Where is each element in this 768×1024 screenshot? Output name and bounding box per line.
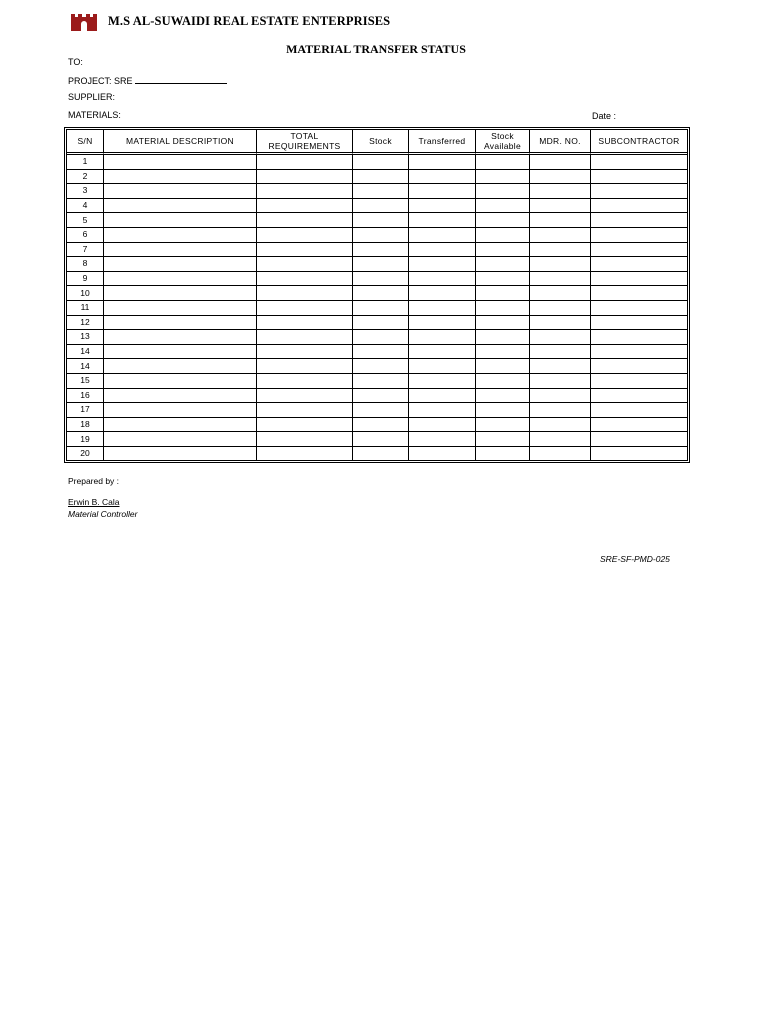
table-row — [67, 432, 687, 447]
table-cell — [530, 184, 591, 199]
table-cell — [257, 316, 353, 331]
table-row — [67, 316, 687, 331]
table-cell — [104, 243, 257, 258]
table-cell — [353, 199, 409, 214]
column-header: MDR. NO. — [530, 130, 591, 155]
table-row — [67, 286, 687, 301]
table-cell — [257, 170, 353, 185]
serial-number-cell: 10 — [67, 286, 104, 301]
serial-number-cell: 1 — [67, 155, 104, 170]
table-cell — [476, 330, 530, 345]
table-cell — [257, 272, 353, 287]
table-cell — [409, 184, 476, 199]
table-cell — [257, 374, 353, 389]
table-cell — [476, 359, 530, 374]
serial-number-cell: 3 — [67, 184, 104, 199]
table-body — [67, 155, 687, 460]
serial-number-cell: 14 — [67, 359, 104, 374]
table-cell — [409, 199, 476, 214]
table-cell — [353, 374, 409, 389]
table-cell — [530, 257, 591, 272]
table-cell — [476, 199, 530, 214]
table-cell — [104, 213, 257, 228]
table-cell — [591, 359, 687, 374]
table-cell — [353, 213, 409, 228]
company-name: M.S AL-SUWAIDI REAL ESTATE ENTERPRISES — [108, 13, 391, 28]
table-cell — [476, 316, 530, 331]
table-cell — [530, 316, 591, 331]
table-cell — [530, 447, 591, 461]
table-row — [67, 257, 687, 272]
table-cell — [530, 432, 591, 447]
table-cell — [530, 199, 591, 214]
table-cell — [257, 432, 353, 447]
table-cell — [104, 418, 257, 433]
table-cell — [530, 213, 591, 228]
table-cell — [591, 418, 687, 433]
serial-number-cell: 6 — [67, 228, 104, 243]
materials-label: MATERIALS: — [68, 110, 121, 120]
table-cell — [409, 170, 476, 185]
table-cell — [353, 155, 409, 170]
table-cell — [257, 359, 353, 374]
table-row — [67, 447, 687, 461]
table-cell — [353, 228, 409, 243]
table-cell — [257, 418, 353, 433]
column-header: MATERIAL DESCRIPTION — [104, 130, 257, 155]
column-header: SUBCONTRACTOR — [591, 130, 687, 155]
table-cell — [591, 199, 687, 214]
table-cell — [476, 374, 530, 389]
table-row — [67, 199, 687, 214]
table-cell — [591, 243, 687, 258]
table-cell — [257, 345, 353, 360]
table-cell — [409, 213, 476, 228]
table-cell — [353, 403, 409, 418]
table-cell — [530, 374, 591, 389]
table-cell — [104, 345, 257, 360]
table-cell — [257, 257, 353, 272]
table-cell — [353, 345, 409, 360]
serial-number-cell: 5 — [67, 213, 104, 228]
table-cell — [353, 301, 409, 316]
table-cell — [104, 389, 257, 404]
table-cell — [257, 286, 353, 301]
table-cell — [353, 418, 409, 433]
table-cell — [257, 199, 353, 214]
table-cell — [591, 213, 687, 228]
table-cell — [530, 345, 591, 360]
table-cell — [409, 272, 476, 287]
serial-number-cell: 14 — [67, 345, 104, 360]
project-field — [68, 75, 227, 86]
table-cell — [409, 374, 476, 389]
table-cell — [530, 418, 591, 433]
table-cell — [104, 272, 257, 287]
table-cell — [104, 432, 257, 447]
table-cell — [476, 286, 530, 301]
supplier-label: SUPPLIER: — [68, 92, 116, 102]
table-cell — [591, 301, 687, 316]
table-cell — [353, 184, 409, 199]
table-header-row — [67, 130, 687, 155]
table-cell — [476, 447, 530, 461]
serial-number-cell: 18 — [67, 418, 104, 433]
table-cell — [353, 359, 409, 374]
document-code: SRE-SF-PMD-025 — [600, 554, 670, 564]
table-cell — [591, 286, 687, 301]
table-row — [67, 170, 687, 185]
serial-number-cell: 16 — [67, 389, 104, 404]
serial-number-cell: 11 — [67, 301, 104, 316]
column-header: Stock — [353, 130, 409, 155]
table-cell — [530, 359, 591, 374]
column-header: S/N — [67, 130, 104, 155]
table-cell — [257, 228, 353, 243]
table-row — [67, 184, 687, 199]
table-cell — [409, 403, 476, 418]
table-cell — [476, 418, 530, 433]
table-cell — [591, 228, 687, 243]
table-row — [67, 359, 687, 374]
table-cell — [257, 155, 353, 170]
table-cell — [409, 301, 476, 316]
preparer-name: Erwin B. Cala — [68, 497, 120, 507]
table-cell — [476, 228, 530, 243]
date-label: Date : — [592, 111, 617, 121]
table-cell — [530, 403, 591, 418]
table-cell — [257, 213, 353, 228]
serial-number-cell: 15 — [67, 374, 104, 389]
table-cell — [257, 447, 353, 461]
table-cell — [257, 403, 353, 418]
table-cell — [530, 330, 591, 345]
table-cell — [476, 184, 530, 199]
table-cell — [409, 389, 476, 404]
table-cell — [476, 155, 530, 170]
table-row — [67, 243, 687, 258]
table-cell — [104, 170, 257, 185]
form-title: MATERIAL TRANSFER STATUS — [286, 42, 466, 56]
table-cell — [104, 199, 257, 214]
table-cell — [476, 272, 530, 287]
table-cell — [409, 243, 476, 258]
table-cell — [591, 389, 687, 404]
table-cell — [530, 228, 591, 243]
table-cell — [476, 257, 530, 272]
table-cell — [353, 389, 409, 404]
table-cell — [257, 243, 353, 258]
table-cell — [353, 432, 409, 447]
table-cell — [353, 330, 409, 345]
table-cell — [104, 228, 257, 243]
table-cell — [257, 301, 353, 316]
table-cell — [591, 345, 687, 360]
table-cell — [476, 432, 530, 447]
serial-number-cell: 13 — [67, 330, 104, 345]
table-cell — [409, 330, 476, 345]
table-cell — [476, 170, 530, 185]
table-cell — [530, 272, 591, 287]
table-row — [67, 403, 687, 418]
table-cell — [591, 330, 687, 345]
table-cell — [409, 286, 476, 301]
table-cell — [104, 447, 257, 461]
table-cell — [353, 170, 409, 185]
table-cell — [409, 447, 476, 461]
serial-number-cell: 2 — [67, 170, 104, 185]
project-label: PROJECT: SRE — [68, 76, 133, 86]
table-row — [67, 330, 687, 345]
table-cell — [591, 316, 687, 331]
serial-number-cell: 7 — [67, 243, 104, 258]
table-cell — [353, 316, 409, 331]
table-cell — [409, 316, 476, 331]
table-cell — [530, 301, 591, 316]
table-cell — [591, 184, 687, 199]
column-header: Transferred — [409, 130, 476, 155]
table-cell — [409, 418, 476, 433]
table-cell — [353, 447, 409, 461]
table-cell — [476, 403, 530, 418]
table-cell — [104, 374, 257, 389]
table-cell — [591, 447, 687, 461]
table-row — [67, 345, 687, 360]
table-cell — [104, 359, 257, 374]
table-cell — [591, 272, 687, 287]
table-cell — [104, 301, 257, 316]
table-cell — [530, 170, 591, 185]
column-header: TOTAL REQUIREMENTS — [257, 130, 353, 155]
table-cell — [104, 316, 257, 331]
table-row — [67, 228, 687, 243]
table-cell — [409, 359, 476, 374]
table-cell — [591, 403, 687, 418]
table-cell — [591, 257, 687, 272]
table-row — [67, 389, 687, 404]
table-row — [67, 213, 687, 228]
table-cell — [530, 389, 591, 404]
table-cell — [591, 432, 687, 447]
table-cell — [104, 330, 257, 345]
table-cell — [409, 345, 476, 360]
serial-number-cell: 20 — [67, 447, 104, 461]
table-cell — [257, 330, 353, 345]
serial-number-cell: 12 — [67, 316, 104, 331]
table-cell — [476, 345, 530, 360]
table-row — [67, 418, 687, 433]
castle-logo-icon — [70, 11, 98, 31]
table-cell — [104, 403, 257, 418]
column-header: Stock Available — [476, 130, 530, 155]
serial-number-cell: 19 — [67, 432, 104, 447]
table-cell — [104, 257, 257, 272]
table-cell — [530, 286, 591, 301]
table-cell — [353, 257, 409, 272]
table-cell — [409, 432, 476, 447]
table-cell — [104, 184, 257, 199]
letterhead — [70, 10, 390, 32]
serial-number-cell: 8 — [67, 257, 104, 272]
table-cell — [409, 228, 476, 243]
serial-number-cell: 17 — [67, 403, 104, 418]
table-row — [67, 272, 687, 287]
table-cell — [476, 243, 530, 258]
table-cell — [409, 155, 476, 170]
project-blank-line — [135, 75, 227, 84]
table-cell — [476, 301, 530, 316]
table-row — [67, 374, 687, 389]
table-cell — [591, 374, 687, 389]
table-cell — [353, 243, 409, 258]
table-cell — [476, 389, 530, 404]
table-cell — [530, 155, 591, 170]
to-label: TO: — [68, 57, 83, 67]
table-cell — [591, 155, 687, 170]
table-cell — [591, 170, 687, 185]
prepared-by-label: Prepared by : — [68, 476, 120, 486]
table-cell — [353, 272, 409, 287]
material-table — [66, 129, 688, 461]
table-cell — [476, 213, 530, 228]
table-cell — [257, 184, 353, 199]
table-cell — [104, 286, 257, 301]
table-row — [67, 155, 687, 170]
table-cell — [353, 286, 409, 301]
serial-number-cell: 9 — [67, 272, 104, 287]
preparer-title: Material Controller — [68, 509, 138, 519]
table-row — [67, 301, 687, 316]
table-cell — [104, 155, 257, 170]
serial-number-cell: 4 — [67, 199, 104, 214]
table-cell — [257, 389, 353, 404]
table-cell — [409, 257, 476, 272]
table-cell — [530, 243, 591, 258]
